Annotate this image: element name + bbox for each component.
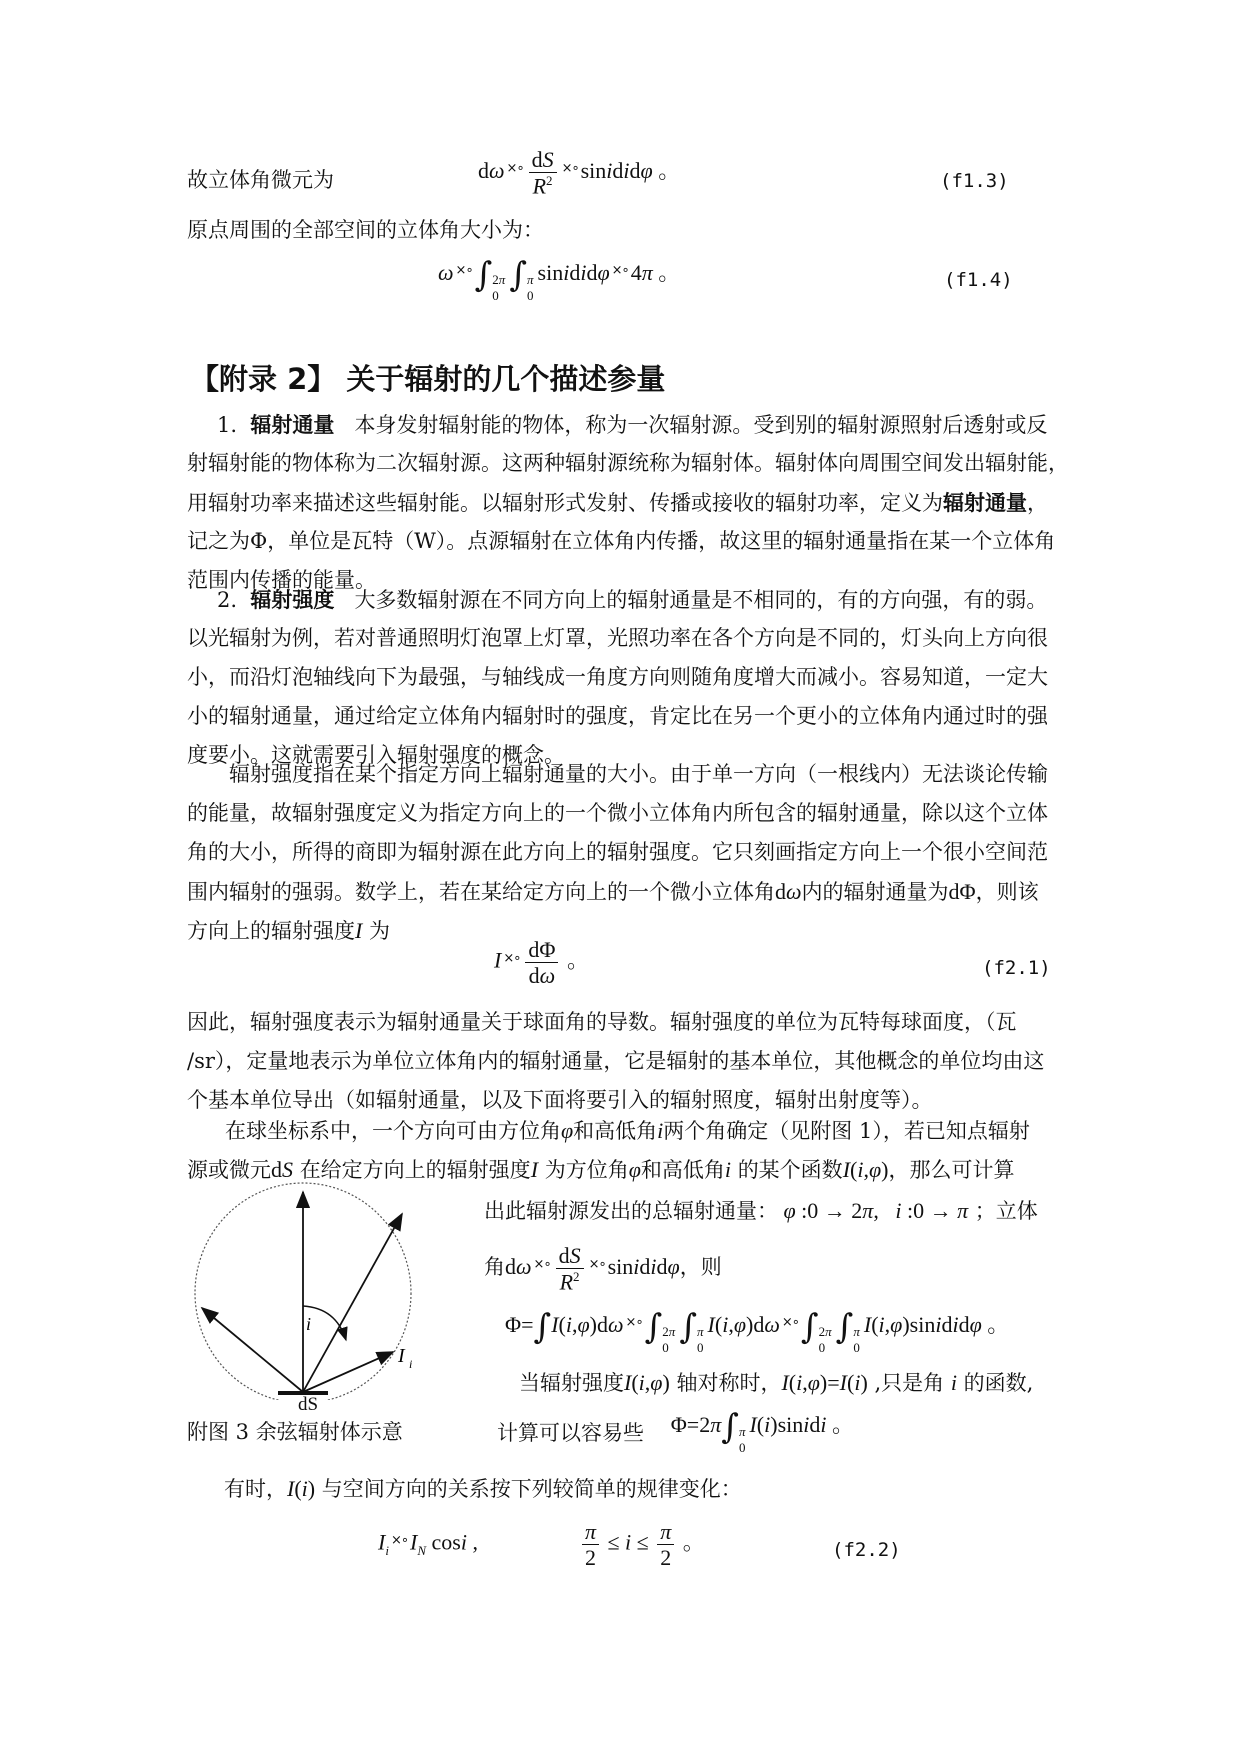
figure-dS-label: dS bbox=[298, 1394, 319, 1415]
right-col-line-4: 当辐射强度I(i,φ) 轴对称时，I(i,φ)=I(i) ,只是角 i 的函数, bbox=[519, 1370, 1034, 1395]
para-4-line: /sr），定量地表示为单位立体角内的辐射通量，它是辐射的基本单位，其他概念的单位均由这 bbox=[187, 1049, 1045, 1073]
item-1-line: 范围内传播的能量。 bbox=[187, 568, 376, 592]
para-5-line: 的某个函数 bbox=[737, 1158, 843, 1182]
term-radiant-intensity: 辐射强度 bbox=[250, 587, 335, 612]
item-2-line: 以光辐射为例，若对普通照明灯泡罩上灯罩，光照功率在各个方向是不同的，灯头向上方向很 bbox=[187, 626, 1048, 650]
term-radiant-flux-bold: 辐射通量 bbox=[943, 490, 1027, 515]
right-col-text: ，则 bbox=[679, 1254, 722, 1279]
item-2-line: 小的辐射通量，通过给定立体角内辐射时的强度，肯定比在另一个更小的立体角内通过时的强 bbox=[187, 704, 1048, 728]
item-1-line: 射辐射能的物体称为二次辐射源。这两种辐射源统称为辐射体。辐射体向周围空间发出辐射能， bbox=[187, 451, 1069, 475]
item-1-line: 记之为Φ，单位是瓦特（W）。点源辐射在立体角内传播，故这里的辐射通量指在某一个立体角 bbox=[187, 529, 1056, 553]
right-col-line-5: 计算可以容易些 Φ=2π∫ π 0 I(i)sinidi 。 bbox=[497, 1407, 855, 1455]
ray-arrow-right-high bbox=[303, 1214, 402, 1392]
equation-number-f1-4: (f1.4) bbox=[944, 269, 1013, 291]
appendix-2-heading: 【附录 2】 关于辐射的几个描述参量 bbox=[190, 362, 666, 396]
equation-f1-4: ω ×∘∫ 2π 0 ∫ π 0 sinididφ ×∘4π 。 bbox=[438, 255, 681, 303]
item-1-line: 本身发射辐射能的物体，称为一次辐射源。受到别的辐射源照射后透射或反 bbox=[354, 413, 1048, 437]
right-col-text: ,只是角 bbox=[874, 1371, 945, 1395]
para-3-line: 的能量，故辐射强度定义为指定方向上的一个微小立体角内所包含的辐射通量，除以这个立体 bbox=[187, 801, 1048, 825]
para-6-text: 有时， bbox=[224, 1477, 287, 1501]
item-2-number: 2. bbox=[217, 588, 238, 612]
equation-f2-1: I ×∘ $\frac{d\Phi}{d\omega}$ 。 bbox=[494, 937, 589, 989]
paragraph-cosine-law: 有时，I(i) 与空间方向的关系按下列较简单的规律变化： bbox=[224, 1476, 742, 1501]
intensity-Ii-subscript: i bbox=[409, 1357, 413, 1371]
right-col-line-1: 出此辐射源发出的总辐射通量： φ :0 → 2π, i :0 → π ；立体 bbox=[484, 1198, 1038, 1223]
item-2-line: 小，而沿灯泡轴线向下为最强，与轴线成一角度方向则随角度增大而减小。容易知道，一定大 bbox=[187, 665, 1048, 689]
para-5-line: 和高低角 bbox=[573, 1119, 658, 1143]
right-col-text: 角 bbox=[484, 1254, 505, 1279]
para-5-line: 为方位角 bbox=[544, 1158, 629, 1182]
para-4-line: 因此，辐射强度表示为辐射通量关于球面角的导数。辐射强度的单位为瓦特每球面度，（瓦 bbox=[187, 1010, 1017, 1034]
right-col-text: ；立体 bbox=[974, 1199, 1038, 1223]
para-3-line: ，则该 bbox=[975, 880, 1039, 904]
equation-total-flux: Φ=∫I(i,φ)dω ×∘∫ 2π 0 ∫ π 0 I(i,φ)dω ×∘∫ 2π 0 ∫ π 0 I(i,φ)sinididφ 。 bbox=[505, 1307, 1010, 1355]
cosine-radiator-figure bbox=[190, 1180, 440, 1400]
para-5-line: 在给定方向上的辐射强度 bbox=[299, 1158, 531, 1182]
right-col-line-2: 角dω ×∘ $\frac{dS}{R^2}$ ×∘sinididφ，则 bbox=[484, 1243, 722, 1295]
paragraph-intensity-unit bbox=[187, 1003, 1079, 1120]
right-col-text: 出此辐射源发出的总辐射通量： bbox=[484, 1199, 778, 1223]
para-5-line: 和高低角 bbox=[640, 1158, 725, 1182]
right-col-text: 的函数, bbox=[963, 1371, 1034, 1395]
paragraph-spherical-coordinates: 在球坐标系中，一个方向可由方位角φ和高低角i两个角确定（见附图 1），若已知点辐射 源或微元dS 在给定方向上的辐射强度I 为方位角φ和高低角i 的某个函数I(i,φ)，那么可计算 bbox=[187, 1118, 1030, 1182]
equation-number-f2-2: (f2.2) bbox=[832, 1539, 901, 1561]
paragraph-radiant-intensity bbox=[187, 580, 1079, 775]
term-radiant-flux: 辐射通量 bbox=[250, 412, 335, 437]
equation-f1-3: dω ×∘ $\frac{dS}{R^2}$ ×∘sinididφ 。 bbox=[478, 147, 681, 199]
item-1-line: 用辐射功率来描述这些辐射能。以辐射形式发射、传播或接收的辐射功率，定义为 bbox=[187, 491, 943, 515]
para-3-line: 辐射强度指在某个指定方向上辐射通量的大小。由于单一方向（一根线内）无法谈论传输 bbox=[229, 762, 1048, 786]
right-col-text: 轴对称时， bbox=[676, 1371, 782, 1395]
para-3-line: 方向上的辐射强度 bbox=[187, 919, 355, 943]
para-5-line: ，那么可计算 bbox=[888, 1158, 1015, 1182]
angle-i-label: i bbox=[306, 1314, 312, 1334]
intensity-Ii-label: I bbox=[398, 1345, 405, 1367]
right-col-text: 计算可以容易些 bbox=[497, 1421, 644, 1445]
text-total-solid-angle: 原点周围的全部空间的立体角大小为： bbox=[187, 218, 544, 242]
item-2-line: 大多数辐射源在不同方向上的辐射通量是不相同的，有的方向强，有的弱。 bbox=[354, 588, 1048, 612]
item-1-number: 1. bbox=[217, 413, 238, 437]
paragraph-radiant-flux bbox=[187, 405, 1079, 600]
para-3-line: 围内辐射的强弱。数学上，若在某给定方向上的一个微小立体角 bbox=[187, 880, 775, 904]
ray-arrow-Ii bbox=[303, 1352, 393, 1392]
para-3-line: 为 bbox=[369, 919, 391, 943]
para-3-line: 内的辐射通量为 bbox=[801, 880, 949, 904]
para-3-line: 角的大小，所得的商即为辐射源在此方向上的辐射强度。它只刻画指定方向上一个很小空间范 bbox=[187, 840, 1048, 864]
item-1-line: ， bbox=[1027, 491, 1048, 515]
para-5-line: 源或微元 bbox=[187, 1158, 271, 1182]
equation-number-f1-3: (f1.3) bbox=[940, 170, 1009, 192]
right-col-text: 当辐射强度 bbox=[519, 1371, 624, 1395]
para-6-text: 与空间方向的关系按下列较简单的规律变化： bbox=[321, 1477, 742, 1501]
paragraph-intensity-definition: 辐射强度指在某个指定方向上辐射通量的大小。由于单一方向（一根线内）无法谈论传输 的能量，故辐射强度定义为指定方向上的一个微小立体角内所包含的辐射通量，除以这个立体 角的大小，所得的商即为辐射源在此方向上的辐射强度。它只刻画指定方向上一个很小空间范 围内辐射的强弱。数学上，若在某给定方向上的一个微小立体角dω内的辐射通量为dΦ，则该 方向上的辐射强度I 为 bbox=[187, 755, 1079, 950]
equation-number-f2-1: (f2.1) bbox=[982, 957, 1051, 979]
figure-caption: 附图 3 余弦辐射体示意 bbox=[187, 1420, 403, 1444]
para-5-line: 在球坐标系中，一个方向可由方位角 bbox=[225, 1119, 561, 1143]
item-2-line: 度要小。这就需要引入辐射强度的概念。 bbox=[187, 743, 565, 767]
para-4-line: 个基本单位导出（如辐射通量，以及下面将要引入的辐射照度，辐射出射度等）。 bbox=[187, 1088, 933, 1112]
equation-f2-2: $I_i^{\times\circ}I_N$ cosi , $\frac{\pi}{2}$ ≤ i ≤ $\frac{\pi}{2}$ 。 bbox=[378, 1519, 705, 1571]
para-5-line: 两个角确定（见附图 1），若已知点辐射 bbox=[663, 1119, 1030, 1143]
text-solid-angle-element: 故立体角微元为 bbox=[187, 168, 334, 192]
ray-arrow-left bbox=[202, 1308, 303, 1392]
